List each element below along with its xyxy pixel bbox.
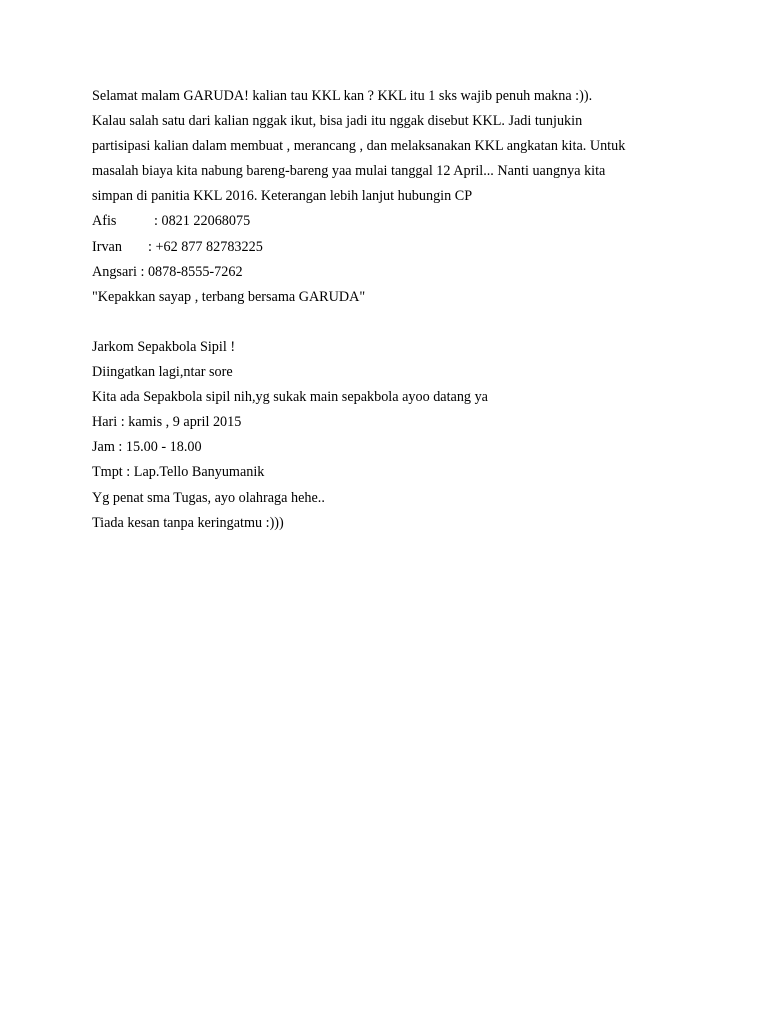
garuda-paragraph-line: Selamat malam GARUDA! kalian tau KKL kan ? KKL itu 1 sks wajib penuh makna :)).: [92, 88, 593, 104]
contact-afis: [92, 209, 692, 234]
sepakbola-title: Jarkom Sepakbola Sipil !: [92, 338, 236, 355]
document-page: [92, 84, 692, 536]
contact-phone: : 0878-8555-7262: [136, 263, 243, 280]
contact-phone: : +62 877 82783225: [148, 238, 263, 255]
garuda-paragraph-line: simpan di panitia KKL 2016. Keterangan lebih lanjut hubungin CP: [92, 188, 473, 205]
sepakbola-day: Hari : kamis , 9 april 2015: [92, 414, 242, 431]
garuda-slogan: "Kepakkan sayap , terbang bersama GARUDA": [92, 288, 366, 305]
contact-phone: : 0821 22068075: [154, 213, 251, 230]
garuda-paragraph-line: Kalau salah satu dari kalian nggak ikut, bisa jadi itu nggak disebut KKL. Jadi tunjukin: [92, 113, 583, 130]
sepakbola-line: Tiada kesan tanpa keringatmu :))): [92, 514, 284, 531]
contact-name: Irvan: [92, 238, 122, 255]
sepakbola-line: Yg penat sma Tugas, ayo olahraga hehe..: [92, 489, 325, 506]
garuda-paragraph-line: masalah biaya kita nabung bareng-bareng yaa mulai tanggal 12 April... Nanti uangnya kita: [92, 163, 606, 180]
garuda-announcement: [92, 84, 692, 310]
paragraph-gap: [92, 310, 692, 335]
contact-irvan: [92, 235, 692, 260]
sepakbola-announcement: [92, 335, 692, 536]
contact-angsari: [92, 260, 692, 285]
garuda-paragraph-line: partisipasi kalian dalam membuat , merancang , dan melaksanakan KKL angkatan kita. Untuk: [92, 138, 626, 155]
sepakbola-time: Jam : 15.00 - 18.00: [92, 439, 202, 456]
contact-name: Afis: [92, 213, 117, 230]
contact-name: Angsari: [92, 263, 137, 280]
sepakbola-line: Diingatkan lagi,ntar sore: [92, 364, 233, 381]
sepakbola-place: Tmpt : Lap.Tello Banyumanik: [92, 464, 265, 481]
sepakbola-line: Kita ada Sepakbola sipil nih,yg sukak main sepakbola ayoo datang ya: [92, 389, 488, 406]
